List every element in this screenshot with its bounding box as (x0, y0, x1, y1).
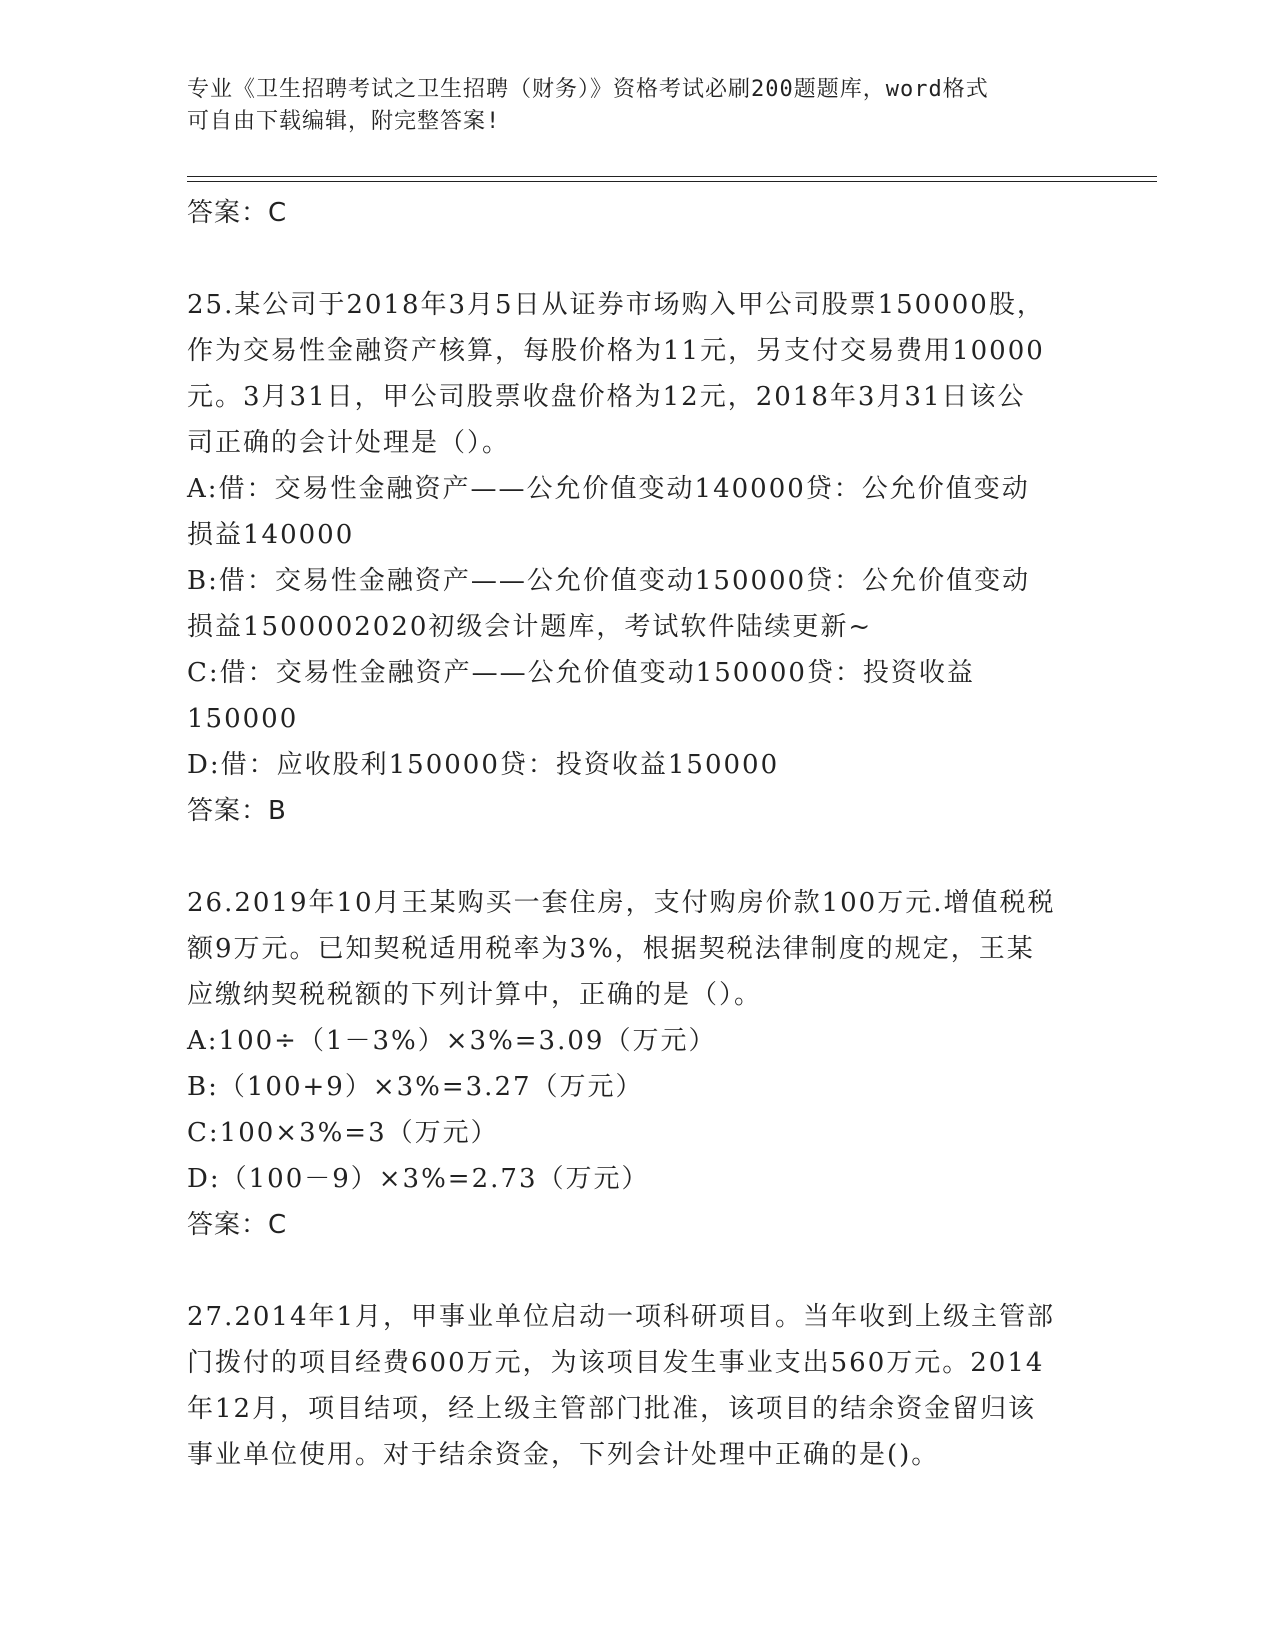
question-25-line: 25.某公司于2018年3月5日从证券市场购入甲公司股票150000股， (187, 290, 1045, 320)
previous-answer: 答案：C (187, 198, 288, 228)
page-header (187, 74, 1087, 138)
header-divider-top (187, 176, 1157, 177)
spacer (187, 834, 1157, 880)
question-25 (187, 282, 1157, 834)
header-line-1: 专业《卫生招聘考试之卫生招聘（财务）》资格考试必刷200题题库，word格式 (187, 77, 989, 102)
header-line-2: 可自由下载编辑，附完整答案! (187, 109, 501, 134)
question-26-answer: 答案：C (187, 1210, 288, 1240)
question-25-line: 司正确的会计处理是（）。 (187, 428, 511, 458)
question-25-line: 元。3月31日，甲公司股票收盘价格为12元，2018年3月31日该公 (187, 382, 1026, 412)
question-25-option-a-cont: 损益140000 (187, 520, 355, 550)
question-25-option-a: A:借：交易性金融资产——公允价值变动140000贷：公允价值变动 (187, 474, 1030, 504)
question-26 (187, 880, 1157, 1248)
question-25-option-c-cont: 150000 (187, 704, 299, 734)
question-26-line: 额9万元。已知契税适用税率为3%，根据契税法律制度的规定，王某 (187, 934, 1035, 964)
spacer (187, 236, 1157, 282)
question-27-line: 事业单位使用。对于结余资金，下列会计处理中正确的是()。 (187, 1440, 940, 1470)
question-26-option-b: B:（100+9）×3%=3.27（万元） (187, 1072, 644, 1102)
question-25-option-d: D:借：应收股利150000贷：投资收益150000 (187, 750, 780, 780)
question-26-line: 应缴纳契税税额的下列计算中，正确的是（）。 (187, 980, 763, 1010)
question-26-option-a: A:100÷（1－3%）×3%=3.09（万元） (187, 1026, 717, 1056)
question-content (187, 190, 1157, 1478)
question-27-line: 27.2014年1月，甲事业单位启动一项科研项目。当年收到上级主管部 (187, 1302, 1056, 1332)
question-27 (187, 1294, 1157, 1478)
question-25-option-c: C:借：交易性金融资产——公允价值变动150000贷：投资收益 (187, 658, 975, 688)
question-27-line: 门拨付的项目经费600万元，为该项目发生事业支出560万元。2014 (187, 1348, 1045, 1378)
question-25-option-b: B:借：交易性金融资产——公允价值变动150000贷：公允价值变动 (187, 566, 1031, 596)
question-27-line: 年12月，项目结项，经上级主管部门批准，该项目的结余资金留归该 (187, 1394, 1037, 1424)
question-25-line: 作为交易性金融资产核算，每股价格为11元，另支付交易费用10000 (187, 336, 1045, 366)
question-26-option-c: C:100×3%=3（万元） (187, 1118, 499, 1148)
question-25-answer: 答案：B (187, 796, 287, 826)
header-divider-bottom (187, 181, 1157, 182)
question-26-line: 26.2019年10月王某购买一套住房，支付购房价款100万元.增值税税 (187, 888, 1056, 918)
question-25-option-b-cont: 损益1500002020初级会计题库，考试软件陆续更新~ (187, 612, 873, 642)
question-26-option-d: D:（100－9）×3%=2.73（万元） (187, 1164, 650, 1194)
spacer (187, 1248, 1157, 1294)
